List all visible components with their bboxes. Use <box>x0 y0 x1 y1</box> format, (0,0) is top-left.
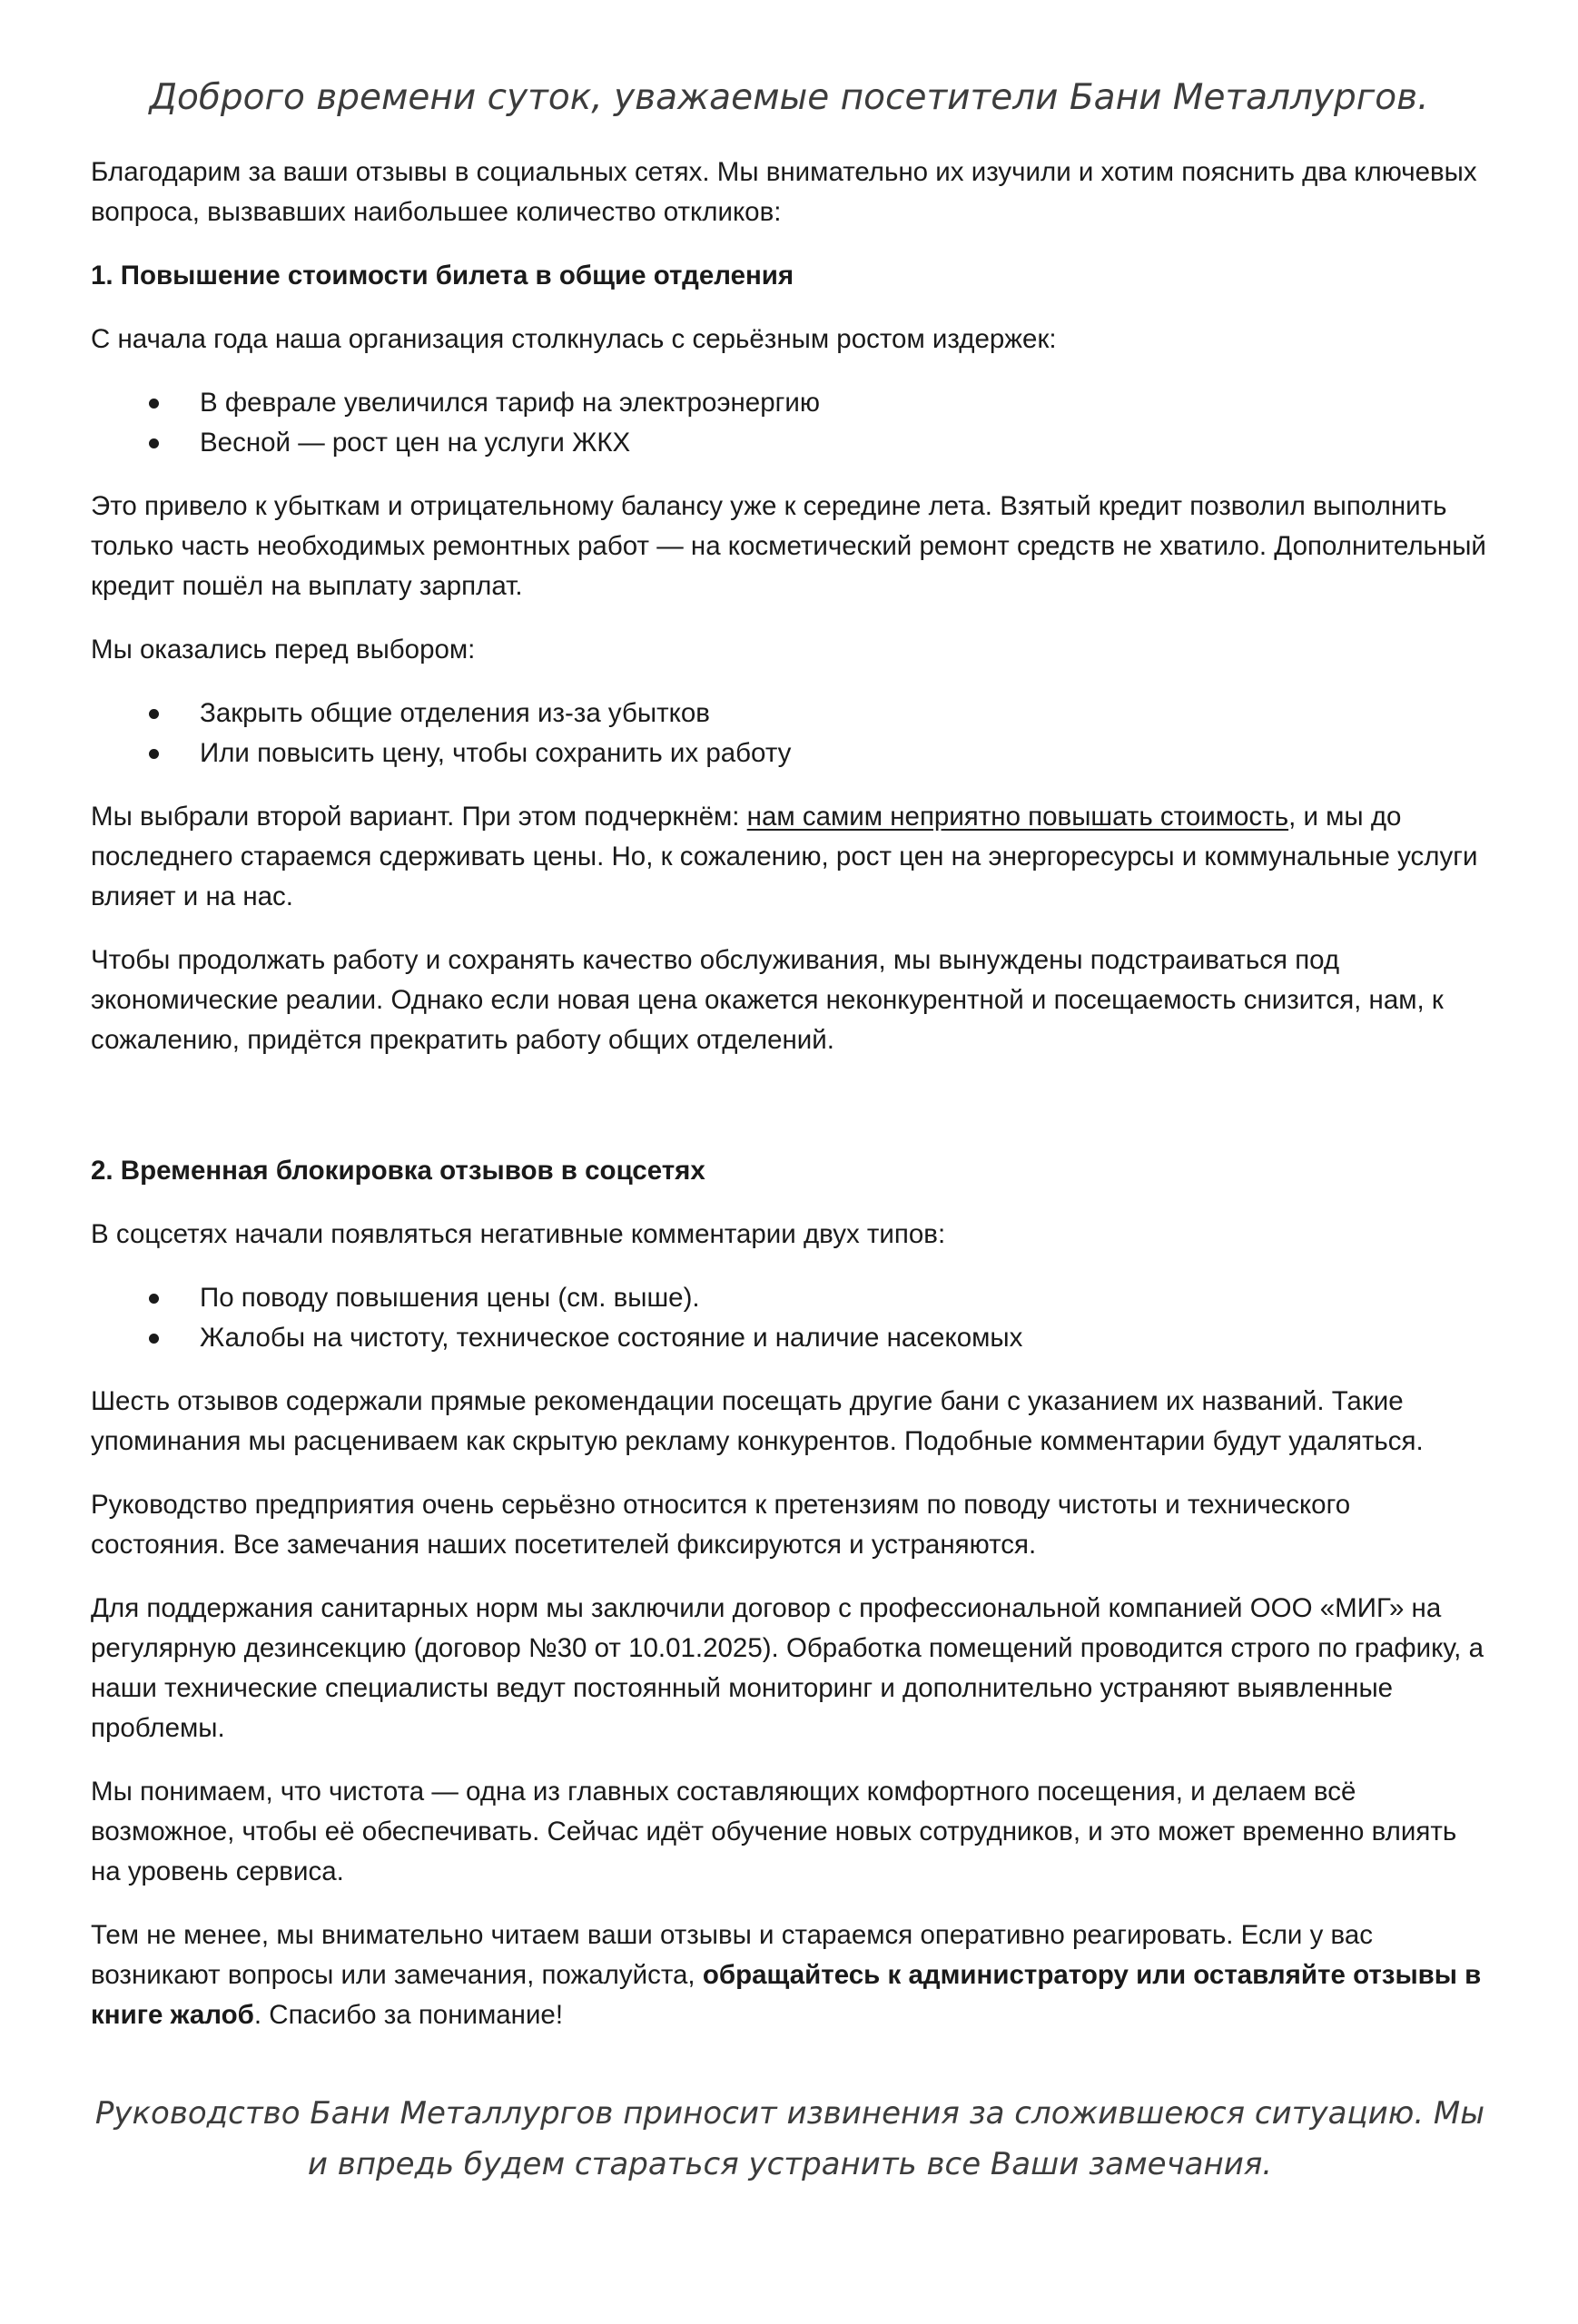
bullet-icon <box>149 1294 159 1304</box>
bullet-icon <box>149 438 159 448</box>
paragraph-text: . Спасибо за понимание! <box>253 2000 564 2030</box>
section2-paragraph-6 <box>91 1915 1489 2035</box>
section1-list-choice <box>91 694 1489 773</box>
section2-heading: 2. Временная блокировка отзывов в соцсетях <box>91 1156 705 1186</box>
bullet-icon <box>149 1334 159 1344</box>
underlined-text: нам самим неприятно повышать стоимость <box>746 802 1289 832</box>
intro-paragraph: Благодарим за ваши отзывы в социальных сетях. Мы внимательно их изучили и хотим пояснить два ключевых вопроса, вызвавших наибольшее количество откликов: <box>91 157 1477 227</box>
list-item-text: По поводу повышения цены (см. выше). <box>200 1283 700 1313</box>
bold-text: обращайтесь к администратору или оставляйте отзывы в книге жалоб <box>91 1960 1482 2030</box>
list-item <box>91 1318 1489 1358</box>
list-item <box>91 423 1489 463</box>
list-item <box>91 734 1489 773</box>
list-item <box>91 694 1489 734</box>
list-item-text: В феврале увеличился тариф на электроэнергию <box>200 388 820 418</box>
paragraph-text: Тем не менее, мы внимательно читаем ваши отзывы и стараемся оперативно реагировать. Если у вас возникают вопросы или замечания, пожалуйста, <box>91 1920 1374 1990</box>
list-item-text: Или повысить цену, чтобы сохранить их работу <box>200 738 792 768</box>
section1-paragraph-4 <box>91 797 1489 917</box>
section2-list-complaints <box>91 1278 1489 1358</box>
paragraph-text: , и мы до последнего стараемся сдерживать цены. Но, к сожалению, рост цен на энергоресурсы и коммунальные услуги влияет и на нас. <box>91 802 1478 911</box>
section1-paragraph-2: Это привело к убыткам и отрицательному балансу уже к середине лета. Взятый кредит позволил выполнить только часть необходимых ремонтных работ — на косметический ремонт средств не хватило. Дополнительный кредит пошёл на выплату зарплат. <box>91 491 1486 601</box>
list-item <box>91 1278 1489 1318</box>
bullet-icon <box>149 749 159 759</box>
bullet-icon <box>149 399 159 409</box>
section2-paragraph-4: Для поддержания санитарных норм мы заключили договор с профессиональной компанией ООО «МИГ» на регулярную дезинсекцию (договор №30 от 10.01.2025). Обработка помещений проводится строго по графику, а наши технические специалисты ведут постоянный мониторинг и дополнительно устраняют выявленные проблемы. <box>91 1593 1484 1743</box>
greeting-title: Доброго времени суток, уважаемые посетители Бани Металлургов. <box>149 77 1429 118</box>
paragraph-text: Мы выбрали второй вариант. При этом подчеркнём: <box>91 802 747 832</box>
section1-heading: 1. Повышение стоимости билета в общие отделения <box>91 261 794 290</box>
section2-paragraph-3: Руководство предприятия очень серьёзно относится к претензиям по поводу чистоты и технического состояния. Все замечания наших посетителей фиксируются и устраняются. <box>91 1490 1351 1560</box>
section1-paragraph-5: Чтобы продолжать работу и сохранять качество обслуживания, мы вынуждены подстраиваться под экономические реалии. Однако если новая цена окажется неконкурентной и посещаемость снизится, нам, к сожалению, придётся прекратить работу общих отделений. <box>91 945 1444 1055</box>
section1-paragraph-1: С начала года наша организация столкнулась с серьёзным ростом издержек: <box>91 324 1057 354</box>
list-item-text: Закрыть общие отделения из-за убытков <box>200 698 710 728</box>
list-item-text: Жалобы на чистоту, техническое состояние и наличие насекомых <box>200 1323 1023 1353</box>
section1-list-costs <box>91 383 1489 463</box>
section2-paragraph-1: В соцсетях начали появляться негативные комментарии двух типов: <box>91 1219 946 1249</box>
closing-statement: Руководство Бани Металлургов приносит извинения за сложившеюся ситуацию. Мы и впредь будем стараться устранить все Ваши замечания. <box>94 2095 1485 2182</box>
document-body <box>91 153 1489 2059</box>
section2-paragraph-5: Мы понимаем, что чистота — одна из главных составляющих комфортного посещения, и делаем всё возможное, чтобы её обеспечивать. Сейчас идёт обучение новых сотрудников, и это может временно влиять на уровень сервиса. <box>91 1777 1457 1886</box>
list-item <box>91 383 1489 423</box>
section1-paragraph-3: Мы оказались перед выбором: <box>91 635 476 665</box>
section2-paragraph-2: Шесть отзывов содержали прямые рекомендации посещать другие бани с указанием их названий. Такие упоминания мы расцениваем как скрытую рекламу конкурентов. Подобные комментарии будут удаляться. <box>91 1386 1424 1456</box>
list-item-text: Весной — рост цен на услуги ЖКХ <box>200 428 631 458</box>
bullet-icon <box>149 709 159 719</box>
